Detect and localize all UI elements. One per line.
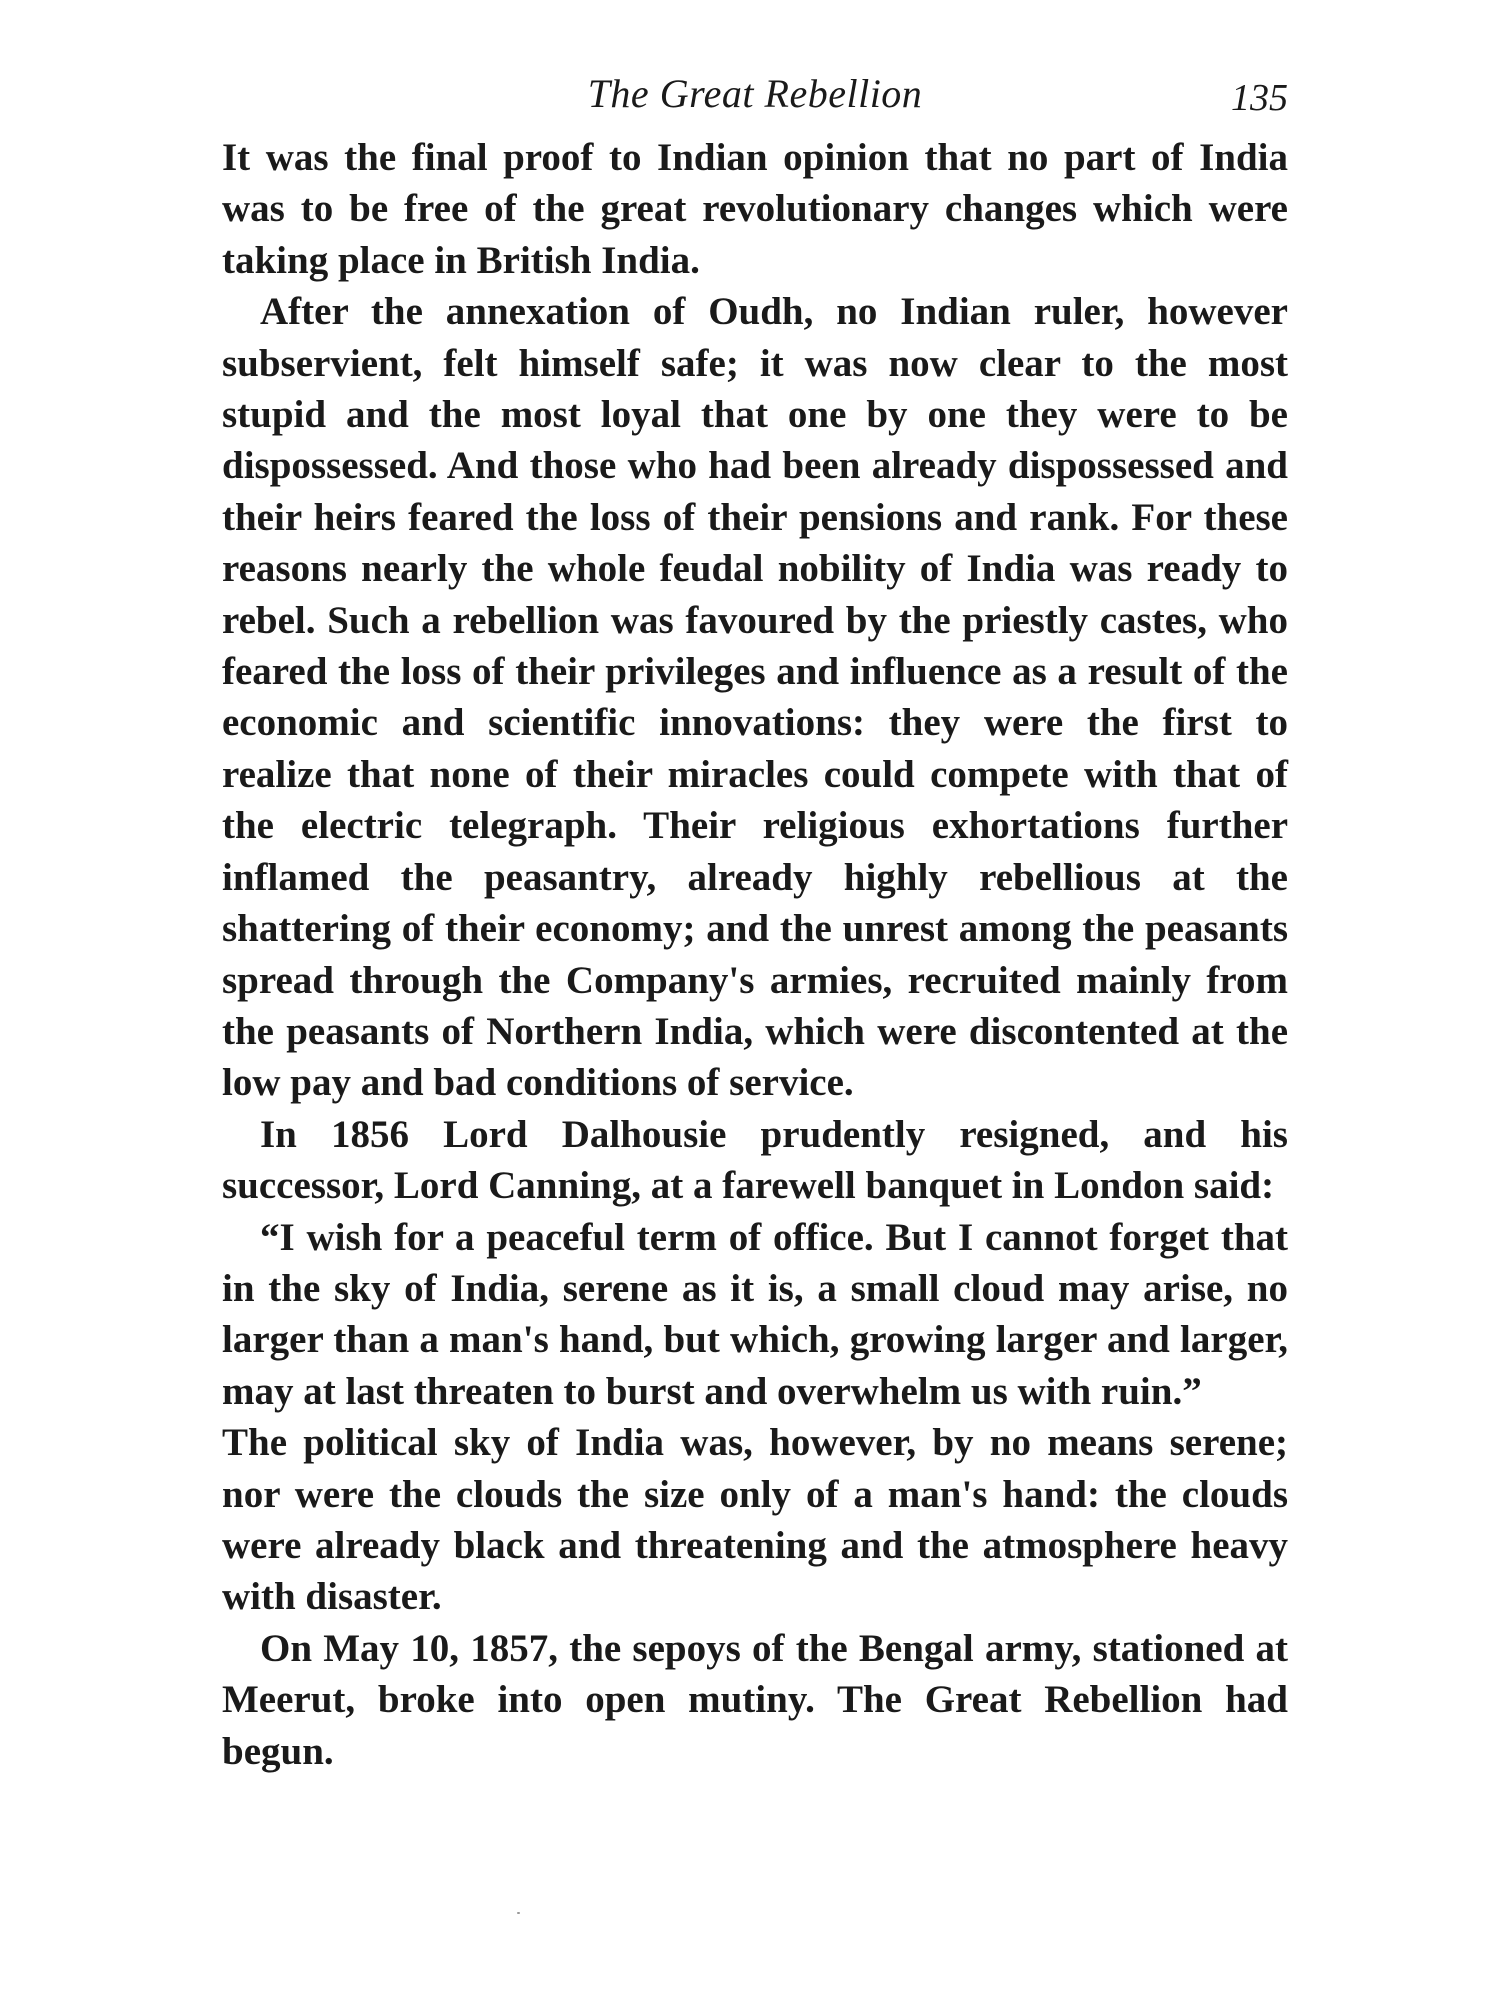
paragraph-dalhousie-resigned: In 1856 Lord Dalhousie prudently resigned, and his successor, Lord Canning, at a farewell banquet in London said: (222, 1112, 1288, 1208)
page-number: 135 (1231, 77, 1288, 119)
paragraph-continued: It was the final proof to Indian opinion that no part of India was to be free of the great revolutionary changes which were taking place in British India. (222, 136, 1288, 282)
paragraph-oudh-annexation: After the annexation of Oudh, no Indian ruler, however subservient, felt himself safe; it was now clear to the most stupid and the most loyal that one by one they were to be dispossessed. And those who had been already dispossessed and their heirs feared the loss of their pensions and rank. For these reasons nearly the whole feudal nobility of India was ready to rebel. Such a rebellion was favoured by the priestly castes, who feared the loss of their privileges and influence as a result of the economic and scientific innovations: they were the first to realize that none of their miracles could compete with that of the electric telegraph. Their religious exhortations further inflamed the peasantry, already highly rebellious at the shattering of their economy; and the unrest among the peasants spread through the Company's armies, recruited mainly from the peasants of Northern India, which were discontented at the low pay and bad conditions of service. (222, 290, 1288, 1105)
body-text (222, 132, 1288, 1777)
paragraph-political-sky: The political sky of India was, however, by no means serene; nor were the clouds the size only of a man's hand: the clouds were already black and threatening and the atmosphere heavy with disaster. (222, 1421, 1288, 1619)
scan-speck (517, 1912, 520, 1914)
block-quote-canning: “I wish for a peaceful term of office. But I cannot forget that in the sky of India, serene as it is, a small cloud may arise, no larger than a man's hand, but which, growing larger and larger, may at last threaten to burst and overwhelm us with ruin.” (222, 1215, 1288, 1413)
book-page (222, 62, 1288, 1962)
running-head (222, 62, 1288, 132)
paragraph-mutiny-begun: On May 10, 1857, the sepoys of the Bengal army, stationed at Meerut, broke into open mutiny. The Great Rebellion had begun. (222, 1626, 1288, 1773)
running-title: The Great Rebellion (587, 71, 923, 116)
